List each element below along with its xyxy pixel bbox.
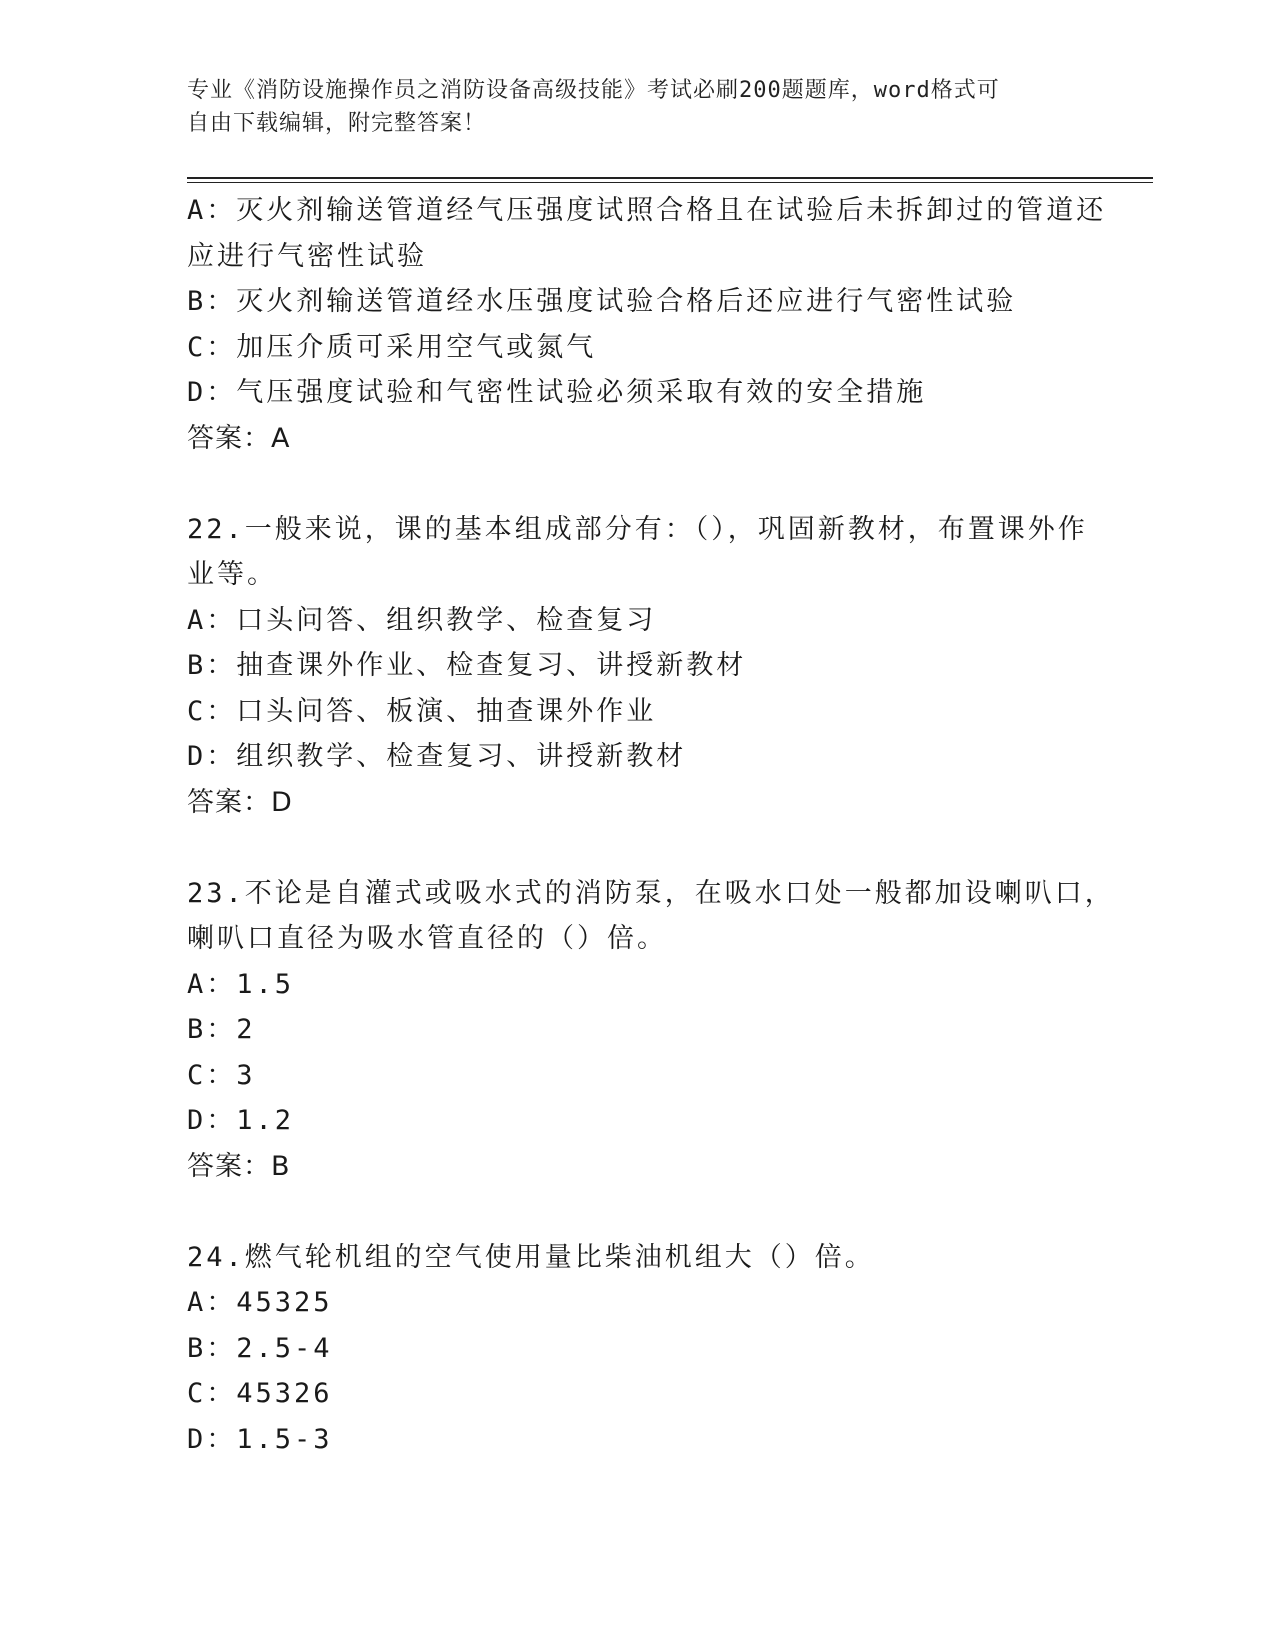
header-line-2: 自由下载编辑，附完整答案！ — [187, 111, 487, 136]
option-c: C：3 — [187, 1059, 256, 1091]
question-24 — [187, 1235, 1087, 1463]
answer-label: 答案：A — [187, 422, 291, 454]
option-d: D：1.5-3 — [187, 1423, 333, 1455]
question-stem-line-1: 23.不论是自灌式或吸水式的消防泵，在吸水口处一般都加设喇叭口， — [187, 877, 1115, 909]
option-c: C：口头问答、板演、抽查课外作业 — [187, 695, 657, 727]
header-line-1: 专业《消防设施操作员之消防设备高级技能》考试必刷200题题库，word格式可 — [187, 78, 1000, 103]
option-a: A：1.5 — [187, 968, 295, 1000]
option-b: B：2 — [187, 1014, 256, 1045]
option-d: D：组织教学、检查复习、讲授新教材 — [187, 741, 687, 772]
question-22 — [187, 507, 1087, 826]
option-a-line-1: A：灭火剂输送管道经气压强度试照合格且在试验后未拆卸过的管道还 — [187, 195, 1107, 226]
document-header — [187, 74, 1067, 140]
question-21 — [187, 188, 1107, 461]
option-b: B：灭火剂输送管道经水压强度试验合格后还应进行气密性试验 — [187, 286, 1017, 317]
answer-label: 答案：D — [187, 786, 293, 818]
header-divider-thin — [187, 182, 1153, 183]
answer-label: 答案：B — [187, 1150, 291, 1182]
spacer — [187, 825, 1087, 871]
question-23 — [187, 871, 1115, 1190]
option-d: D：气压强度试验和气密性试验必须采取有效的安全措施 — [187, 377, 927, 408]
option-b: B：抽查课外作业、检查复习、讲授新教材 — [187, 650, 747, 681]
question-stem-line-1: 24.燃气轮机组的空气使用量比柴油机组大（）倍。 — [187, 1241, 875, 1273]
option-d: D：1.2 — [187, 1105, 295, 1136]
question-stem-line-2: 业等。 — [187, 559, 277, 590]
option-b: B：2.5-4 — [187, 1332, 333, 1364]
header-divider-thick — [187, 177, 1153, 179]
question-stem-line-1: 22.一般来说，课的基本组成部分有：（），巩固新教材，布置课外作 — [187, 513, 1088, 545]
question-stem-line-2: 喇叭口直径为吸水管直径的（）倍。 — [187, 923, 667, 954]
option-a-line-2: 应进行气密性试验 — [187, 240, 427, 272]
option-a: A：45325 — [187, 1287, 333, 1318]
spacer — [187, 461, 1087, 507]
option-a: A：口头问答、组织教学、检查复习 — [187, 604, 657, 636]
spacer — [187, 1189, 1087, 1235]
option-c: C：加压介质可采用空气或氮气 — [187, 331, 597, 363]
option-c: C：45326 — [187, 1378, 333, 1409]
question-list — [187, 188, 1115, 1462]
